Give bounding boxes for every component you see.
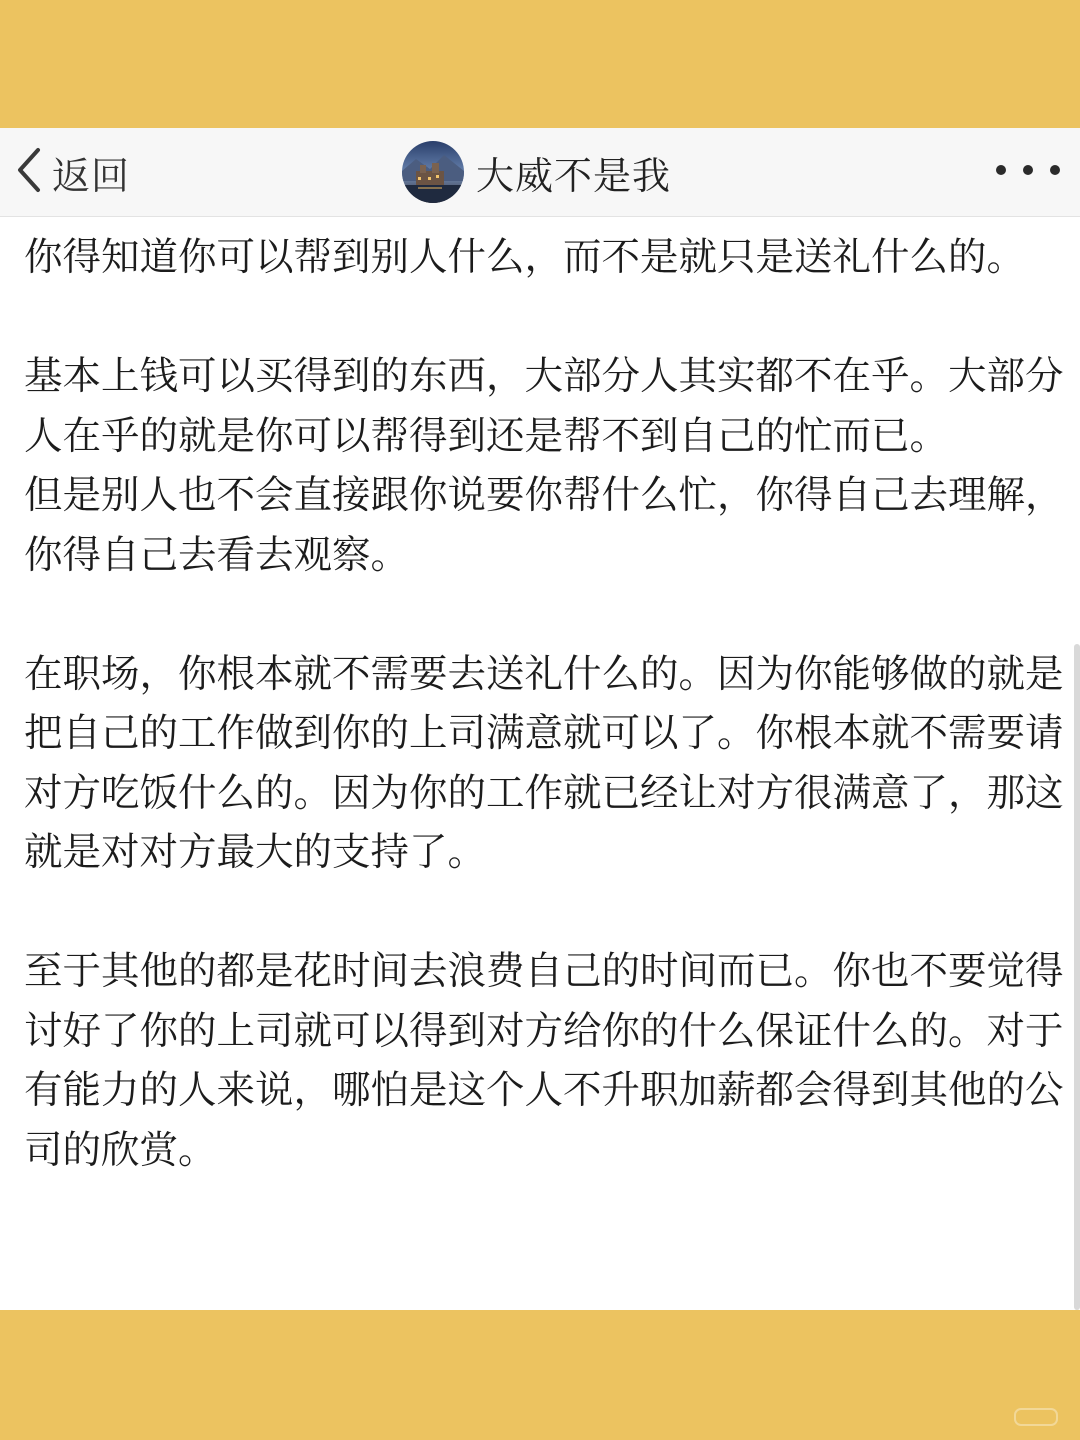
author-header[interactable] xyxy=(402,128,671,216)
paragraph: 在职场，你根本就不需要去送礼什么的。因为你能够做的就是把自己的工作做到你的上司满意就可以了。你根本就不需要请对方吃饭什么的。因为你的工作就已经让对方很满意了，那这就是对对方最大的支持了。 xyxy=(24,651,1064,875)
paragraph: 至于其他的都是花时间去浪费自己的时间而已。你也不要觉得讨好了你的上司就可以得到对方给你的什么保证什么的。对于有能力的人来说，哪怕是这个人不升职加薪都会得到其他的公司的欣赏。 xyxy=(24,949,1064,1173)
more-dot-icon xyxy=(1023,165,1033,175)
watermark-icon xyxy=(1014,1408,1058,1426)
bottom-background-band xyxy=(0,1310,1080,1440)
paragraph: 你得知道你可以帮到别人什么，而不是就只是送礼什么的。 xyxy=(24,235,1026,280)
paragraph: 基本上钱可以买得到的东西，大部分人其实都不在乎。大部分人在乎的就是你可以帮得到还是帮不到自己的忙而已。 但是别人也不会直接跟你说要你帮什么忙，你得自己去理解，你得自己去看去观察。 xyxy=(24,354,1064,578)
post-card xyxy=(0,128,1080,1310)
avatar[interactable] xyxy=(402,141,464,203)
more-options-button[interactable] xyxy=(996,150,1060,190)
scrollbar[interactable] xyxy=(1074,644,1080,1310)
author-name[interactable]: 大威不是我 xyxy=(476,153,672,198)
post-body xyxy=(24,228,1064,1180)
more-dot-icon xyxy=(1050,165,1060,175)
navigation-bar xyxy=(0,128,1080,217)
chevron-left-icon xyxy=(14,146,44,198)
more-dot-icon xyxy=(996,165,1006,175)
top-background-band xyxy=(0,0,1080,128)
back-button[interactable] xyxy=(14,134,130,210)
back-label: 返回 xyxy=(52,153,131,198)
